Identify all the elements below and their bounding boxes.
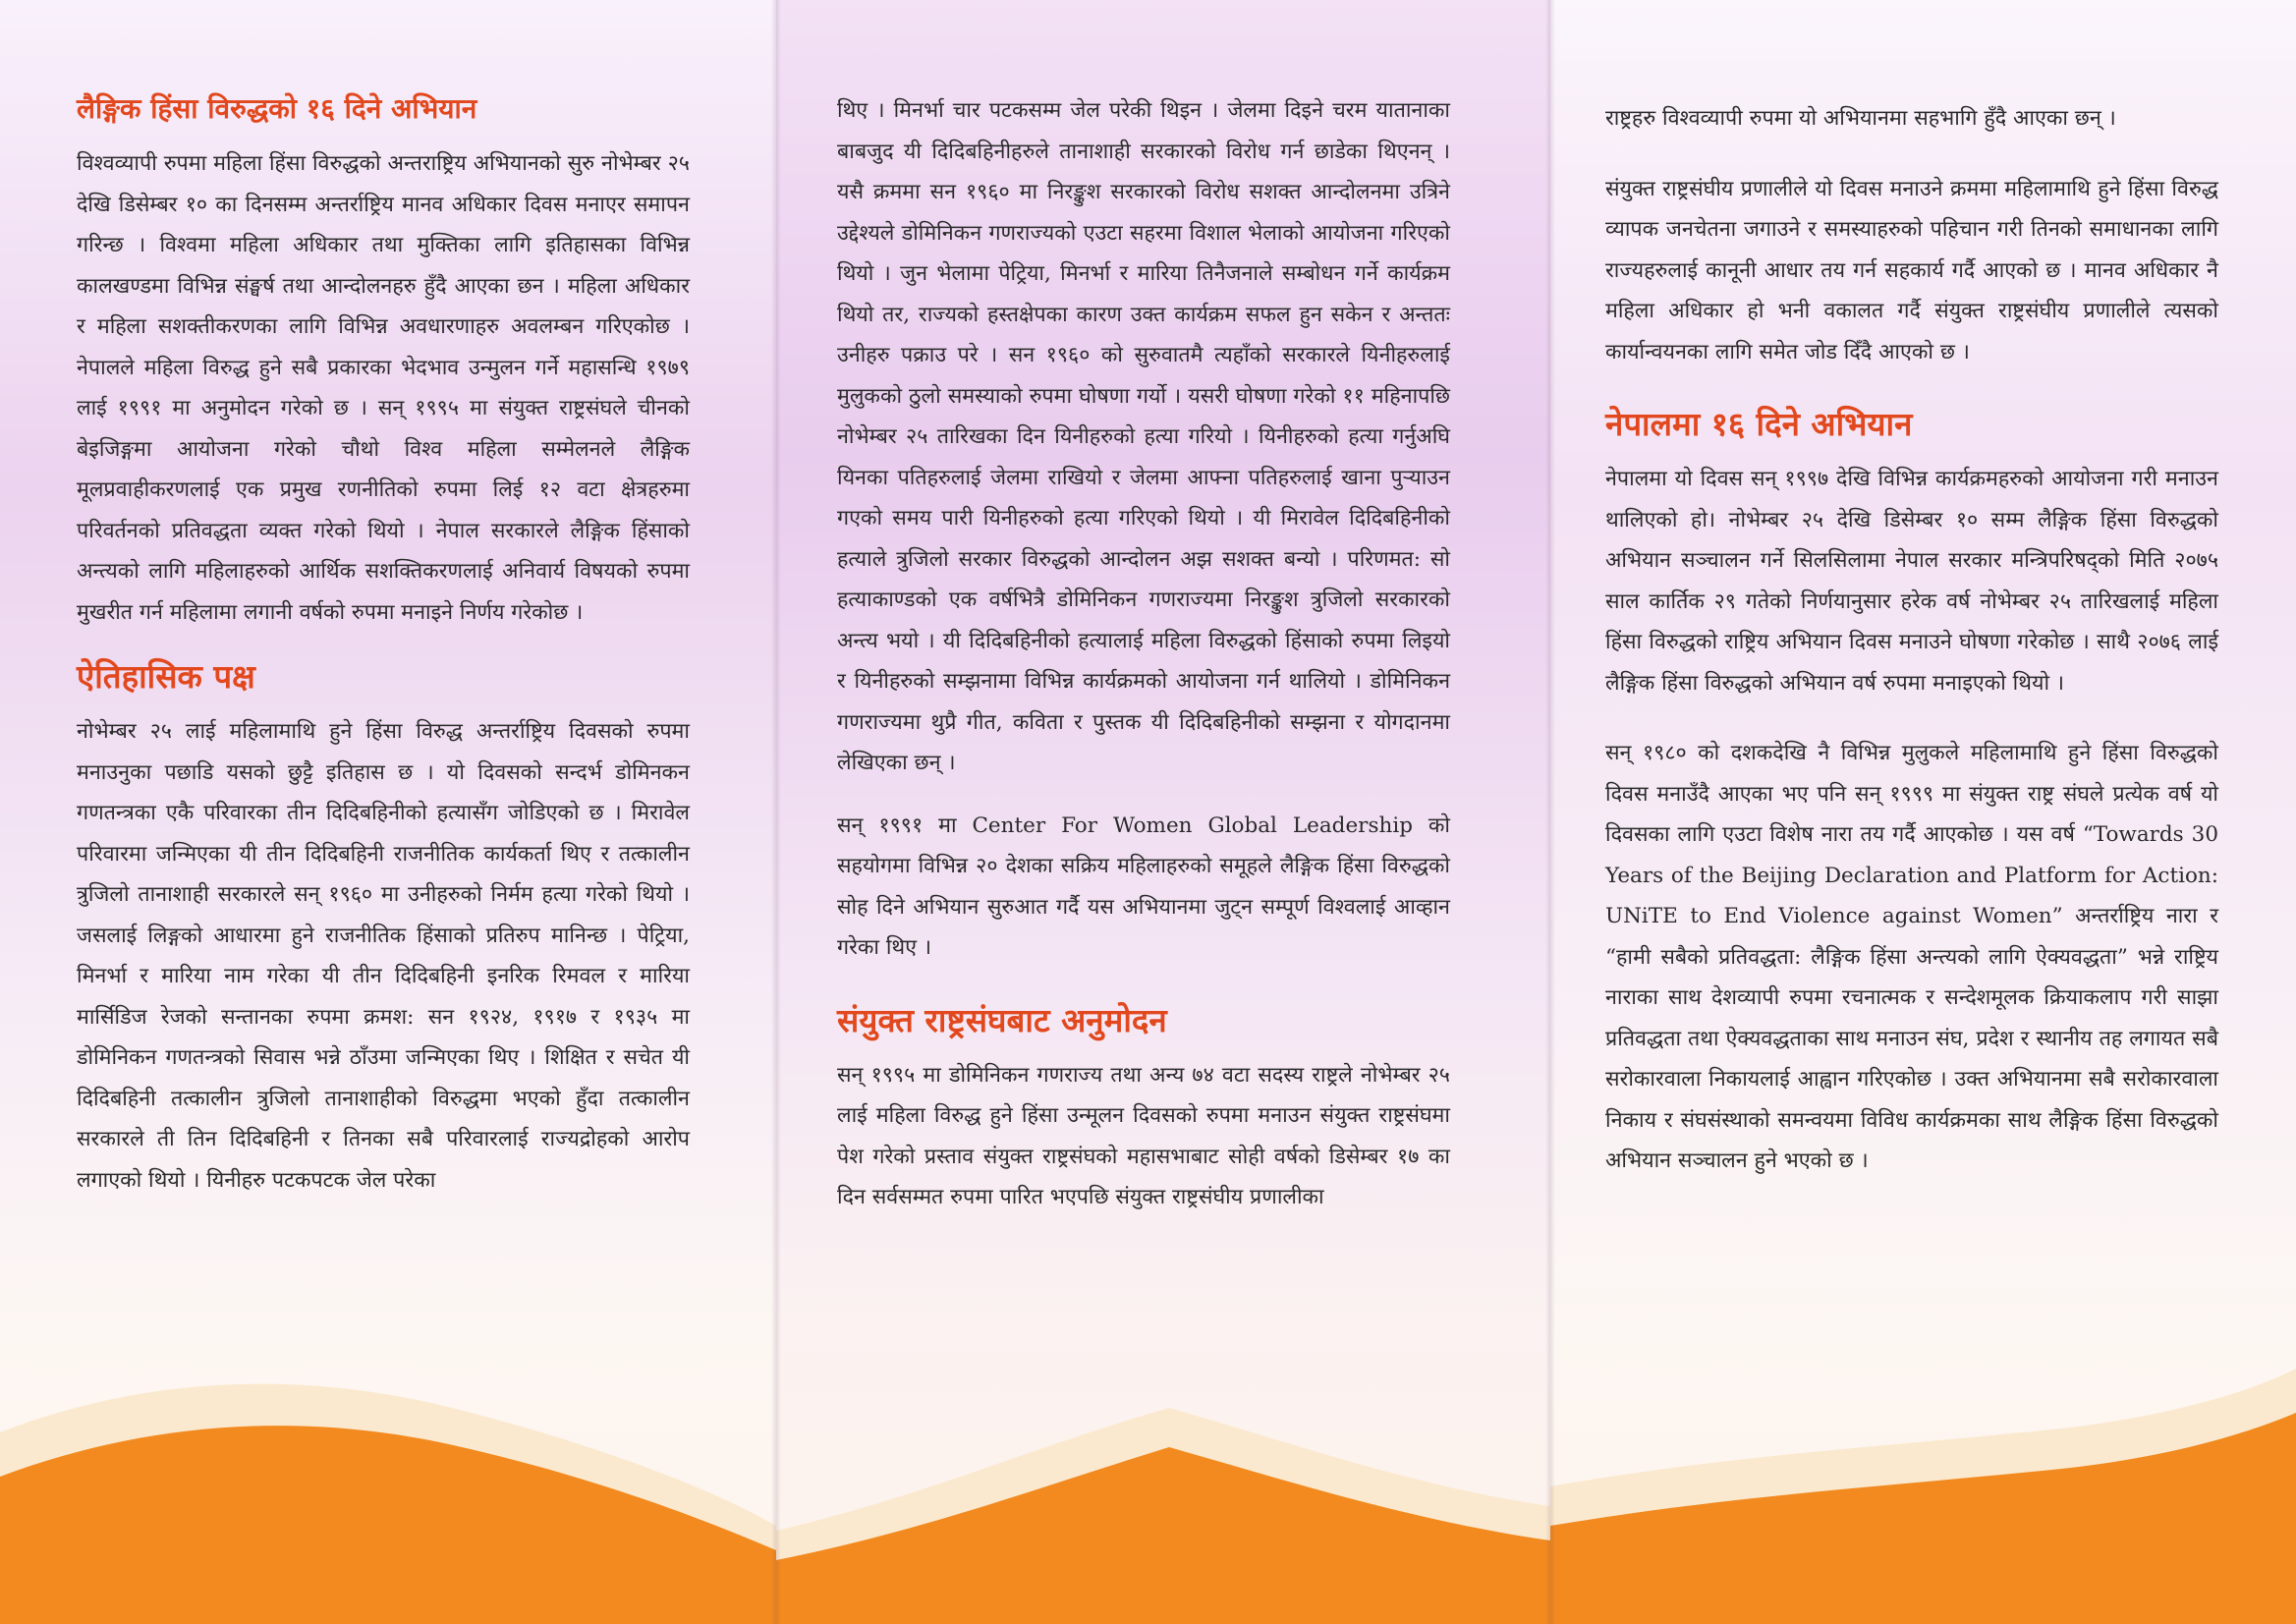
- paragraph-history: नोभेम्बर २५ लाई महिलामाथि हुने हिंसा विरुद्ध अन्तर्राष्ट्रिय दिवसको रुपमा मनाउनुका पछाडि यसको छुट्टै इतिहास छ । यो दिवसको सन्दर्भ डोमिनकन गणतन्त्रका एकै परिवारका तीन दिदिबहिनीको हत्यासँग जोडिएको छ । मिरावेल परिवारमा जन्मिएका यी तीन दिदिबहिनी राजनीतिक कार्यकर्ता थिए र तत्कालीन त्रुजिलो तानाशाही सरकारले सन् १९६० मा उनीहरुको निर्मम हत्या गरेको थियो । जसलाई लिङ्गको आधारमा हुने राजनीतिक हिंसाको प्रतिरुप मानिन्छ । पेट्रिया, मिनर्भा र मारिया नाम गरेका यी तीन दिदिबहिनी इनरिक रिमवल र मारिया मार्सिडिज रेजको सन्तानका रुपमा क्रमश: सन १९२४, १९१७ र १९३५ मा डोमिनिकन गणतन्त्रको सिवास भन्ने ठाँउमा जन्मिएका थिए । शिक्षित र सचेत यी दिदिबहिनी तत्कालीन त्रुजिलो तानाशाहीको विरुद्धमा भएको हुँदा तत्कालीन सरकारले ती तिन दिदिबहिनी र तिनका सबै परिवारलाई राज्यद्रोहको आरोप लगाएको थियो । यिनीहरु पटकपटक जेल परेका: [77, 719, 690, 1193]
- heading-16-day-campaign-nepal: नेपालमा १६ दिने अभियान: [1605, 405, 1913, 443]
- paragraph-campaign-intro: विश्वव्यापी रुपमा महिला हिंसा विरुद्धको अन्तराष्ट्रिय अभियानको सुरु नोभेम्बर २५ देखि डिसेम्बर १० का दिनसम्म अन्तर्राष्ट्रिय मानव अधिकार दिवस मनाएर समापन गरिन्छ । विश्वमा महिला अधिकार तथा मुक्तिका लागि इतिहासका विभिन्न कालखण्डमा विभिन्न संङ्घर्ष तथा आन्दोलनहरु हुँदै आएका छन । महिला अधिकार र महिला सशक्तीकरणका लागि विभिन्न अवधारणाहरु अवलम्बन गरिएकोछ । नेपालले महिला विरुद्ध हुने सबै प्रकारका भेदभाव उन्मुलन गर्ने महासन्धि १९७९ लाई १९९१ मा अनुमोदन गरेको छ । सन् १९९५ मा संयुक्त राष्ट्रसंघले चीनको बेइजिङ्गमा आयोजना गरेको चौथो विश्व महिला सम्मेलनले लैङ्गिक मूलप्रवाहीकरणलाई एक प्रमुख रणनीतिको रुपमा लिई १२ वटा क्षेत्रहरुमा परिवर्तनको प्रतिवद्धता व्यक्त गरेको थियो । नेपाल सरकारले लैङ्गिक हिंसाको अन्त्यको लागि महिलाहरुको आर्थिक सशक्तिकरणलाई अनिवार्य विषयको रुपमा मुखरीत गर्न महिलामा लगानी वर्षको रुपमा मनाइने निर्णय गरेकोछ ।: [77, 151, 690, 625]
- heading-un-endorsement: संयुक्त राष्ट्रसंघबाट अनुमोदन: [837, 1000, 1167, 1039]
- paragraph-un-participation: राष्ट्रहरु विश्वव्यापी रुपमा यो अभियानमा सहभागि हुँदै आएका छन् ।: [1605, 106, 2116, 131]
- fold-line-left: [771, 0, 781, 1624]
- paragraph-un-system: संयुक्त राष्ट्रसंघीय प्रणालीले यो दिवस मनाउने क्रममा महिलामाथि हुने हिंसा विरुद्ध व्यापक जनचेतना जगाउने र समस्याहरुको पहिचान गरी तिनको समाधानका लागि राज्यहरुलाई कानूनी आधार तय गर्न सहकार्य गर्दै आएको छ । मानव अधिकार नै महिला अधिकार हो भनी वकालत गर्दै संयुक्त राष्ट्रसंघीय प्रणालीले त्यसको कार्यान्वयनका लागि समेत जोड दिँदै आएको छ ।: [1605, 176, 2218, 364]
- left-panel-content: [77, 0, 690, 1624]
- paragraph-nepal-campaign: नेपालमा यो दिवस सन् १९९७ देखि विभिन्न कार्यक्रमहरुको आयोजना गरी मनाउन थालिएको हो। नोभेम्बर २५ देखि डिसेम्बर १० सम्म लैङ्गिक हिंसा विरुद्धको अभियान सञ्चालन गर्ने सिलसिलामा नेपाल सरकार मन्त्रिपरिषद्को मिति २०७५ साल कार्तिक २९ गतेको निर्णयानुसार हरेक वर्ष नोभेम्बर २५ तारिखलाई महिला हिंसा विरुद्धको राष्ट्रिय अभियान दिवस मनाउने घोषणा गरेकोछ । साथै २०७६ लाई लैङ्गिक हिंसा विरुद्धको अभियान वर्ष रुपमा मनाइएको थियो ।: [1605, 467, 2218, 696]
- brochure-panel-right: [1550, 0, 2296, 1624]
- paragraph-mirabal-story: थिए । मिनर्भा चार पटकसम्म जेल परेकी थिइन । जेलमा दिइने चरम यातानाका बाबजुद यी दिदिबहिनीहरुले तानाशाही सरकारको विरोध गर्न छाडेका थिएनन् । यसै क्रममा सन १९६० मा निरङ्कुश सरकारको विरोध सशक्त आन्दोलनमा उत्रिने उद्देश्यले डोमिनिकन गणराज्यको एउटा सहरमा विशाल भेलाको आयोजना गरिएको थियो । जुन भेलामा पेट्रिया, मिनर्भा र मारिया तिनैजनाले सम्बोधन गर्ने कार्यक्रम थियो तर, राज्यको हस्तक्षेपका कारण उक्त कार्यक्रम सफल हुन सकेन र अन्ततः उनीहरु पक्राउ परे । सन १९६० को सुरुवातमै त्यहाँको सरकारले यिनीहरुलाई मुलुकको ठुलो समस्याको रुपमा घोषणा गर्यो । यसरी घोषणा गरेको ११ महिनापछि नोभेम्बर २५ तारिखका दिन यिनीहरुको हत्या गरियो । यिनीहरुको हत्या गर्नुअघि यिनका पतिहरुलाई जेलमा राखियो र जेलमा आफ्ना पतिहरुलाई खाना पुर्‍याउन गएको समय पारी यिनीहरुको हत्या गरिएको थियो । यी मिरावेल दिदिबहिनीको हत्याले त्रुजिलो सरकार विरुद्धको आन्दोलन अझ सशक्त बन्यो । परिणमत: सो हत्याकाण्डको एक वर्षभित्रै डोमिनिकन गणराज्यमा निरङ्कुश त्रुजिलो सरकारको अन्त्य भयो । यी दिदिबहिनीको हत्यालाई महिला विरुद्धको हिंसाको रुपमा लिइयो र यिनीहरुको सम्झनामा विभिन्न कार्यक्रमको आयोजना गर्न थालियो । डोमिनिकन गणराज्यमा थुप्रै गीत, कविता र पुस्तक यी दिदिबहिनीको सम्झना र योगदानमा लेखिएका छन् ।: [837, 98, 1450, 775]
- right-panel-content: [1605, 0, 2218, 1624]
- heading-historical-aspect: ऐतिहासिक पक्ष: [77, 657, 255, 696]
- paragraph-cwgl-1991: सन् १९९१ मा Center For Women Global Leadership को सहयोगमा विभिन्न २० देशका सक्रिय महिलाहरुको समूहले लैङ्गिक हिंसा विरुद्धको सोह दिने अभियान सुरुआत गर्दै यस अभियानमा जुट्न सम्पूर्ण विश्वलाई आव्हान गरेका थिए ।: [837, 812, 1450, 960]
- paragraph-slogan: सन् १९८० को दशकदेखि नै विभिन्न मुलुकले महिलामाथि हुने हिंसा विरुद्धको दिवस मनाउँदै आएका भए पनि सन् १९९९ मा संयुक्त राष्ट्र संघले प्रत्येक वर्ष यो दिवसका लागि एउटा विशेष नारा तय गर्दै आएकोछ । यस वर्ष “Towards 30 Years of the Beijing Declaration and Platform for Action: UNiTE to End Violence against Women” अन्तर्राष्ट्रिय नारा र “हामी सबैको प्रतिवद्धता: लैङ्गिक हिंसा अन्त्यको लागि ऐक्यवद्धता” भन्ने राष्ट्रिय नाराका साथ देशव्यापी रुपमा रचनात्मक र सन्देशमूलक क्रियाकलाप गरी साझा प्रतिवद्धता तथा ऐक्यवद्धताका साथ मनाउन संघ, प्रदेश र स्थानीय तह लगायत सबै सरोकारवाला निकायलाई आह्वान गरिएकोछ । उक्त अभियानमा सबै सरोकारवाला निकाय र संघसंस्थाको समन्वयमा विविध कार्यक्रमका साथ लैङ्गिक हिंसा विरुद्धको अभियान सञ्चालन हुने भएको छ ।: [1605, 741, 2218, 1173]
- heading-16-day-campaign: लैङ्गिक हिंसा विरुद्धको १६ दिने अभियान: [77, 92, 477, 125]
- fold-line-right: [1545, 0, 1555, 1624]
- brochure-panel-middle: [776, 0, 1550, 1624]
- paragraph-un-resolution: सन् १९९५ मा डोमिनिकन गणराज्य तथा अन्य ७४ वटा सदस्य राष्ट्रले नोभेम्बर २५ लाई महिला विरुद्ध हुने हिंसा उन्मूलन दिवसको रुपमा मनाउन संयुक्त राष्ट्रसंघमा पेश गरेको प्रस्ताव संयुक्त राष्ट्रसंघको महासभाबाट सोही वर्षको डिसेम्बर १७ का दिन सर्वसम्मत रुपमा पारित भएपछि संयुक्त राष्ट्रसंघीय प्रणालीका: [837, 1062, 1450, 1209]
- brochure-panel-left: [0, 0, 776, 1624]
- middle-panel-content: [837, 0, 1450, 1624]
